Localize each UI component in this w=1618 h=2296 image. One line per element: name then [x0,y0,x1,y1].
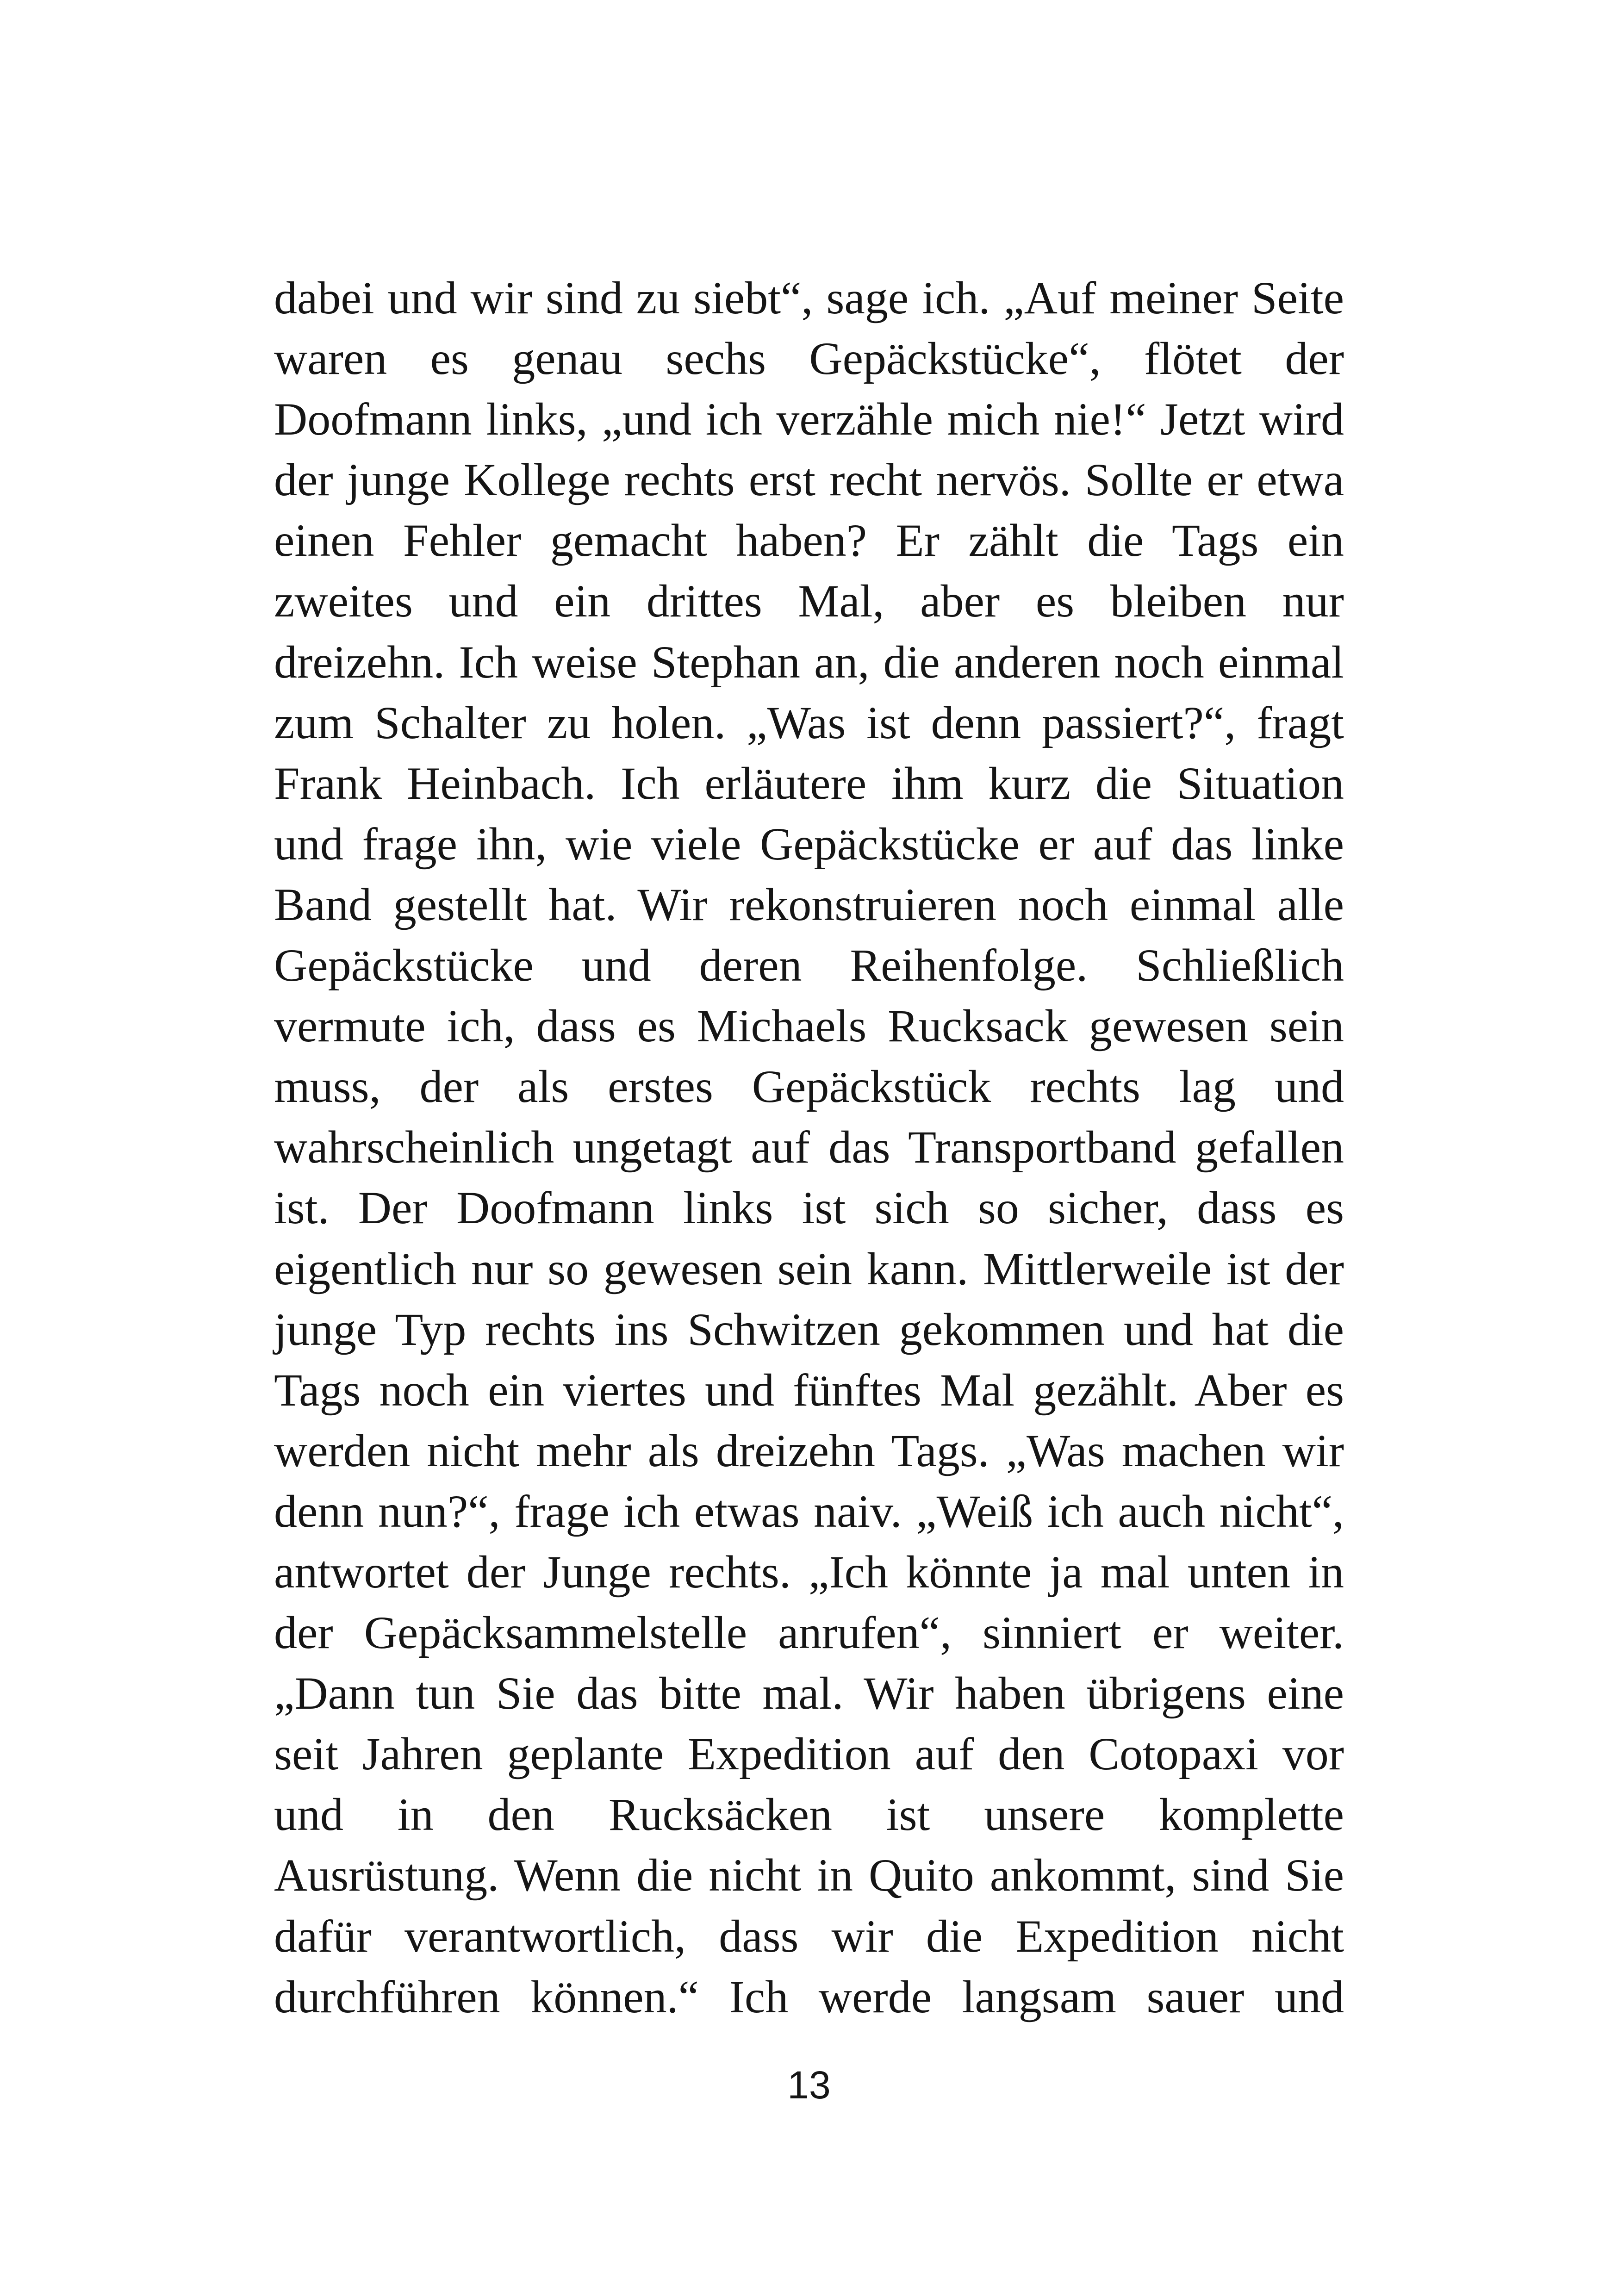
text-line: der junge Kollege rechts erst recht nervös. Sollte er etwa [274,454,1344,506]
text-line: muss, der als erstes Gepäckstück rechts lag und [274,1061,1344,1113]
text-line: und in den Rucksäcken ist unsere komplette [274,1789,1344,1841]
text-line: eigentlich nur so gewesen sein kann. Mittlerweile ist der [274,1243,1344,1294]
text-line: Ausrüstung. Wenn die nicht in Quito ankommt, sind Sie [274,1849,1344,1901]
text-line: zweites und ein drittes Mal, aber es bleiben nur [274,575,1344,627]
text-line: zum Schalter zu holen. „Was ist denn passiert?“, fragt [274,697,1344,748]
text-line: waren es genau sechs Gepäckstücke“, flötet der [274,333,1344,385]
text-line: „Dann tun Sie das bitte mal. Wir haben übrigens eine [274,1668,1344,1719]
text-line: dabei und wir sind zu siebt“, sage ich. „Auf meiner Seite [274,272,1344,324]
text-line: Gepäckstücke und deren Reihenfolge. Schließlich [274,940,1344,991]
text-line: einen Fehler gemacht haben? Er zählt die Tags ein [274,515,1344,566]
text-line: denn nun?“, frage ich etwas naiv. „Weiß ich auch nicht“, [274,1485,1344,1537]
text-line: dafür verantwortlich, dass wir die Expedition nicht [274,1910,1344,1962]
text-line: ist. Der Doofmann links ist sich so sicher, dass es [274,1182,1344,1234]
text-line: seit Jahren geplante Expedition auf den Cotopaxi vor [274,1728,1344,1780]
text-line: antwortet der Junge rechts. „Ich könnte ja mal unten in [274,1546,1344,1598]
body-text [274,268,1344,2027]
text-line: durchführen können.“ Ich werde langsam sauer und [274,1971,1344,2022]
text-line: der Gepäcksammelstelle anrufen“, sinniert er weiter. [274,1607,1344,1659]
text-line: wahrscheinlich ungetagt auf das Transportband gefallen [274,1121,1344,1173]
text-line: Doofmann links, „und ich verzähle mich nie!“ Jetzt wird [274,393,1344,445]
text-line: werden nicht mehr als dreizehn Tags. „Was machen wir [274,1425,1344,1476]
text-line: Frank Heinbach. Ich erläutere ihm kurz die Situation [274,757,1344,809]
text-line: dreizehn. Ich weise Stephan an, die anderen noch einmal [274,636,1344,688]
text-line: Band gestellt hat. Wir rekonstruieren noch einmal alle [274,878,1344,930]
text-line: junge Typ rechts ins Schwitzen gekommen und hat die [274,1303,1344,1355]
text-line: Tags noch ein viertes und fünftes Mal gezählt. Aber es [274,1364,1344,1416]
page-number: 13 [787,2063,831,2107]
text-line: vermute ich, dass es Michaels Rucksack gewesen sein [274,1000,1344,1052]
text-line: und frage ihn, wie viele Gepäckstücke er auf das linke [274,818,1344,870]
